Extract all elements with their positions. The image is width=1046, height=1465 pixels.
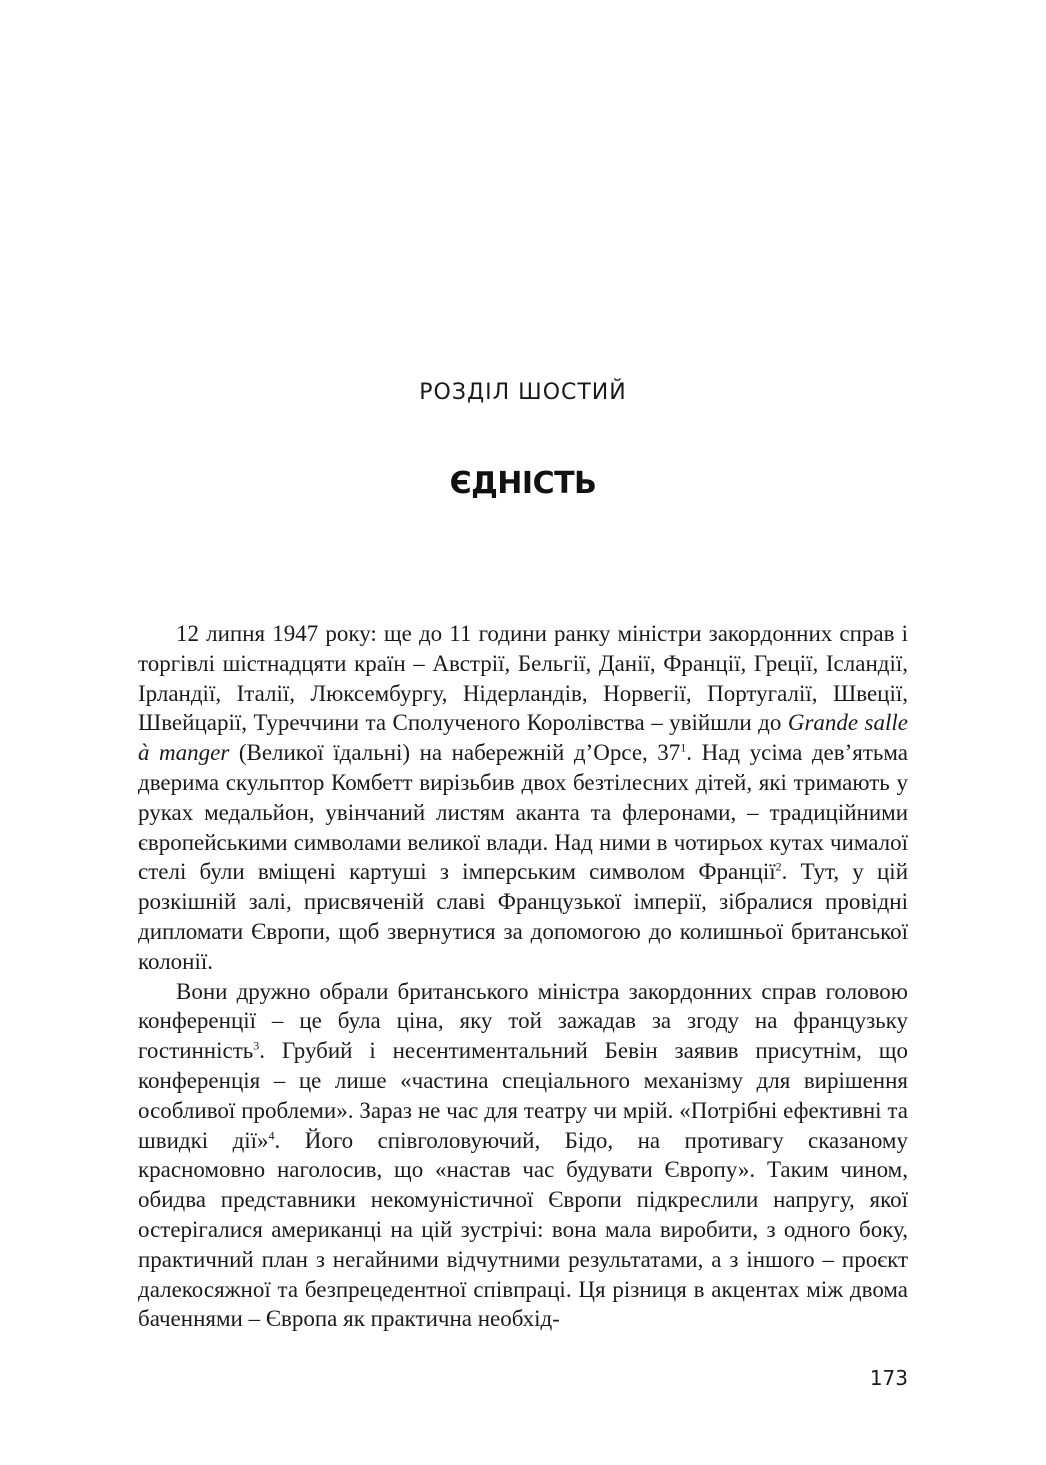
paragraph-1-text-d: . Тут, у цій розкішній залі, присвяченій славі Французької імперії, зібралися провідні дипломати Європи, щоб звернутися за допомогою до колишньої британської колонії. (138, 859, 909, 974)
paragraph-1-text-c: . Над усіма дев’ятьма дверима скульптор Комбетт вирізьбив двох безтілесних дітей, які тримають у руках медальйон, увінчаний листям аканта та флеронами, – традиційними європейськими символами великої влади. Над ними в чотирьох кутах чималої стелі були вміщені картуші з імперським символом Франції (138, 740, 908, 885)
paragraph-2 (138, 977, 908, 1335)
paragraph-2-text-a: Вони дружно обрали британського міністра закордонних справ головою конференції – це була ціна, яку той зажадав за згоду на французьку гостинність (138, 978, 908, 1064)
footnote-ref-3: 3 (253, 1038, 260, 1053)
page-number: 173 (869, 1366, 908, 1390)
paragraph-1-text-b: (Великої їдальні) на набережній д’Орсе, 37 (229, 740, 681, 766)
paragraph-2-text-c: . Його співголовуючий, Бідо, на противагу сказаному красномовно наголосив, що «настав час будувати Європу». Таким чином, обидва представники некомуністичної Європи підкреслили напругу, якої остерігалися американці на цій зустрічі: вона мала виробити, з одного боку, практичний план з негайними відчутними результатами, а з іншого – проєкт далекосяжної та безпрецедентної співпраці. Ця різниця в акцентах між двома баченнями – Європа як практична необхід- (138, 1127, 908, 1332)
chapter-title: ЄДНІСТЬ (449, 466, 597, 501)
chapter-label: РОЗДІЛ ШОСТИЙ (419, 380, 627, 405)
italic-phrase: Grande salle à manger (138, 710, 908, 766)
footnote-ref-4: 4 (268, 1127, 275, 1142)
paragraph-2-text-b: . Грубий і несентиментальний Бевін заявив присутнім, що конференція – це лише «частина спеціального механізму для вирішення особливої проблеми». Зараз не час для театру чи мрій. «Потрібні ефективні та швидкі дії» (138, 1038, 908, 1153)
footnote-ref-1: 1 (680, 740, 687, 755)
paragraph-1 (138, 619, 908, 977)
paragraph-1-text-a: 12 липня 1947 року: ще до 11 години ранку міністри закордонних справ і торгівлі шістнадцяти країн – Австрії, Бельгії, Данії, Франції, Греції, Ісландії, Ірландії, Італії, Люксембургу, Нідерландів, Норвегії, Португалії, Швеції, Швейцарії, Туреччини та Сполученого Королівства – увійшли до (138, 621, 908, 736)
body-text (138, 619, 908, 1334)
footnote-ref-2: 2 (775, 859, 782, 874)
